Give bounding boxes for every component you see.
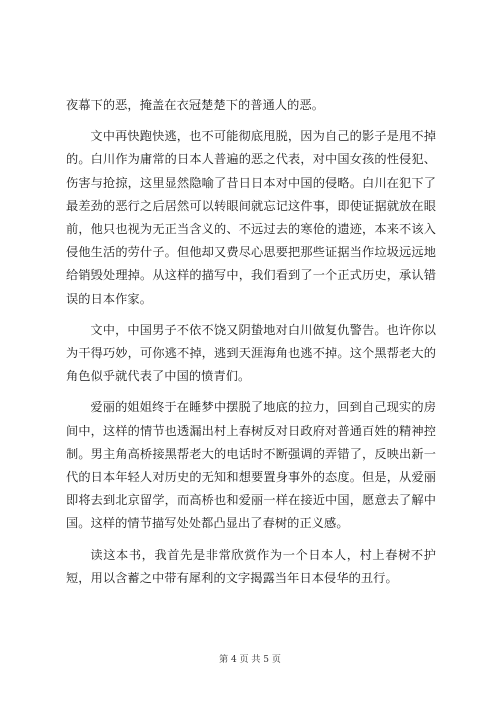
paragraph-2: 文中再快跑快逃，也不可能彻底甩脱，因为自己的影子是甩不掉的。白川作为庸常的日本人普遍的恶之代表，对中国女孩的性侵犯、伤害与抢掠，这里显然隐喻了昔日日本对中国的侵略。白川在犯下了最差劲的恶行之后居然可以转眼间就忘记这件事，即使证据就放在眼前，他只也视为无正当含义的、不远过去的寒伧的遗迹，本来不该入侵他生活的劳什子。但他却又费尽心思要把那些证据当作垃圾远远地给销毁处理掉。从这样的描写中，我们看到了一个正式历史，承认错误的日本作家。 bbox=[66, 129, 436, 306]
page-footer: 第 4 页 共 5 页 bbox=[219, 655, 281, 665]
paragraph-5: 读这本书，我首先是非常欣赏作为一个日本人，村上春树不护短，用以含蓄之中带有犀利的文字揭露当年日本侵华的丑行。 bbox=[66, 547, 436, 585]
document-body bbox=[66, 94, 436, 598]
paragraph-4: 爱丽的姐姐终于在睡梦中摆脱了地底的拉力，回到自己现实的房间中，这样的情节也透漏出村上春树反对日政府对普通百姓的精神控制。男主角高桥接黑帮老大的电话时不断强调的弄错了，反映出新一代的日本年轻人对历史的无知和想要置身事外的态度。但是，从爱丽即将去到北京留学，而高桥也和爱丽一样在接近中国，愿意去了解中国。这样的情节描写处处都凸显出了春树的正义感。 bbox=[66, 400, 436, 531]
paragraph-1: 夜幕下的恶，掩盖在衣冠楚楚下的普通人的恶。 bbox=[66, 98, 325, 112]
paragraph-3: 文中，中国男子不依不饶又阴蛰地对白川做复仇警告。也许你以为干得巧妙，可你逃不掉，逃到天涯海角也逃不掉。这个黑帮老大的角色似乎就代表了中国的愤青们。 bbox=[66, 322, 436, 384]
